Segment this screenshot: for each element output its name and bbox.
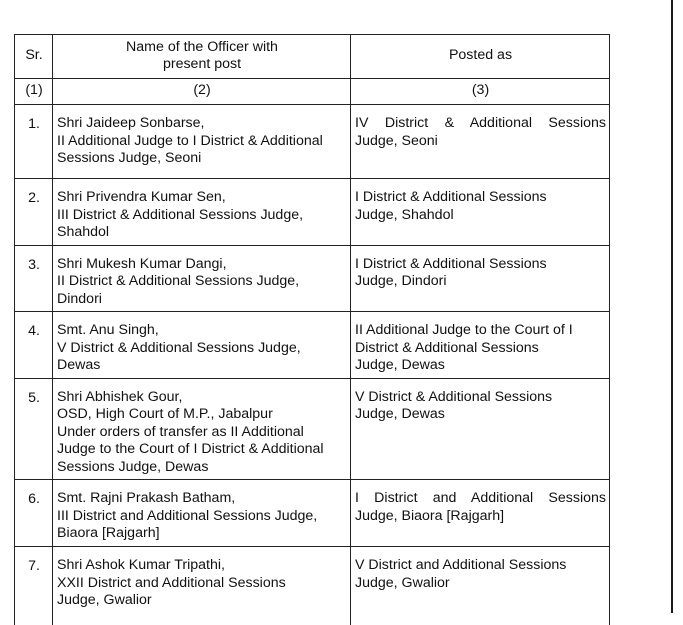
table-header-row <box>15 35 610 79</box>
cell-line: Judge, Dindori <box>355 273 606 291</box>
officer-name-cell <box>53 179 351 246</box>
posted-as-cell <box>351 480 610 547</box>
cell-line: Smt. Rajni Prakash Batham, <box>57 490 347 508</box>
header-name-line: present post <box>57 56 347 74</box>
cell-line: Judge, Dewas <box>355 357 606 375</box>
cell-line: District & Additional Sessions <box>355 340 606 358</box>
cell-line: Shri Ashok Kumar Tripathi, <box>57 557 347 575</box>
cell-line: Shri Jaideep Sonbarse, <box>57 115 347 133</box>
header-posted-as: Posted as <box>351 35 610 79</box>
cell-line: IV District & Additional Sessions <box>355 115 606 133</box>
cell-line: I District & Additional Sessions <box>355 256 606 274</box>
table-row <box>15 179 610 246</box>
cell-line: II Additional Judge to I District & Additional <box>57 133 347 151</box>
officer-name-cell <box>53 105 351 179</box>
table-row <box>15 547 610 625</box>
cell-line: V District and Additional Sessions <box>355 557 606 575</box>
cell-line: Shri Abhishek Gour, <box>57 389 347 407</box>
cell-line: Smt. Anu Singh, <box>57 322 347 340</box>
cell-line: I District and Additional Sessions <box>355 490 606 508</box>
header-name-line: Name of the Officer with <box>57 39 347 57</box>
cell-line: V District & Additional Sessions <box>355 389 606 407</box>
cell-line: Sessions Judge, Seoni <box>57 150 347 168</box>
officer-name-cell <box>53 378 351 480</box>
table-row <box>15 105 610 179</box>
row-sr: 6. <box>15 480 53 547</box>
column-number: (1) <box>15 79 53 105</box>
cell-line: II Additional Judge to the Court of I <box>355 322 606 340</box>
row-sr: 3. <box>15 245 53 312</box>
cell-line: Under orders of transfer as II Additional <box>57 424 347 442</box>
row-sr: 7. <box>15 547 53 625</box>
cell-line: Shri Mukesh Kumar Dangi, <box>57 256 347 274</box>
header-officer-name <box>53 35 351 79</box>
posted-as-cell <box>351 312 610 379</box>
cell-line: Shri Privendra Kumar Sen, <box>57 189 347 207</box>
officer-name-cell <box>53 547 351 625</box>
column-number: (3) <box>351 79 610 105</box>
cell-line: II District & Additional Sessions Judge, <box>57 273 347 291</box>
cell-line: Dewas <box>57 357 347 375</box>
cell-line: Judge, Biaora [Rajgarh] <box>355 508 606 526</box>
cell-line: Biaora [Rajgarh] <box>57 525 347 543</box>
posted-as-cell <box>351 245 610 312</box>
cell-line: Judge, Seoni <box>355 133 606 151</box>
officer-name-cell <box>53 480 351 547</box>
cell-line: III District and Additional Sessions Judge, <box>57 508 347 526</box>
cell-line: Judge to the Court of I District & Additional <box>57 441 347 459</box>
cell-line: Sessions Judge, Dewas <box>57 459 347 477</box>
posted-as-cell <box>351 378 610 480</box>
header-sr: Sr. <box>15 35 53 79</box>
cell-line: OSD, High Court of M.P., Jabalpur <box>57 406 347 424</box>
posted-as-cell <box>351 179 610 246</box>
page-edge-line <box>671 0 673 613</box>
cell-line: Judge, Gwalior <box>355 575 606 593</box>
table-row <box>15 245 610 312</box>
cell-line: Shahdol <box>57 224 347 242</box>
table-row <box>15 312 610 379</box>
column-number: (2) <box>53 79 351 105</box>
cell-line: Judge, Dewas <box>355 406 606 424</box>
cell-line: I District & Additional Sessions <box>355 189 606 207</box>
cell-line: Judge, Gwalior <box>57 592 347 610</box>
row-sr: 5. <box>15 378 53 480</box>
posted-as-cell <box>351 547 610 625</box>
cell-line: III District & Additional Sessions Judge, <box>57 207 347 225</box>
table-row <box>15 378 610 480</box>
row-sr: 1. <box>15 105 53 179</box>
transfer-order-table <box>14 34 610 625</box>
officer-name-cell <box>53 245 351 312</box>
row-sr: 2. <box>15 179 53 246</box>
row-sr: 4. <box>15 312 53 379</box>
column-number-row <box>15 79 610 105</box>
posted-as-cell <box>351 105 610 179</box>
cell-line: XXII District and Additional Sessions <box>57 575 347 593</box>
officer-name-cell <box>53 312 351 379</box>
table-row <box>15 480 610 547</box>
cell-line: V District & Additional Sessions Judge, <box>57 340 347 358</box>
cell-line: Dindori <box>57 291 347 309</box>
cell-line: Judge, Shahdol <box>355 207 606 225</box>
